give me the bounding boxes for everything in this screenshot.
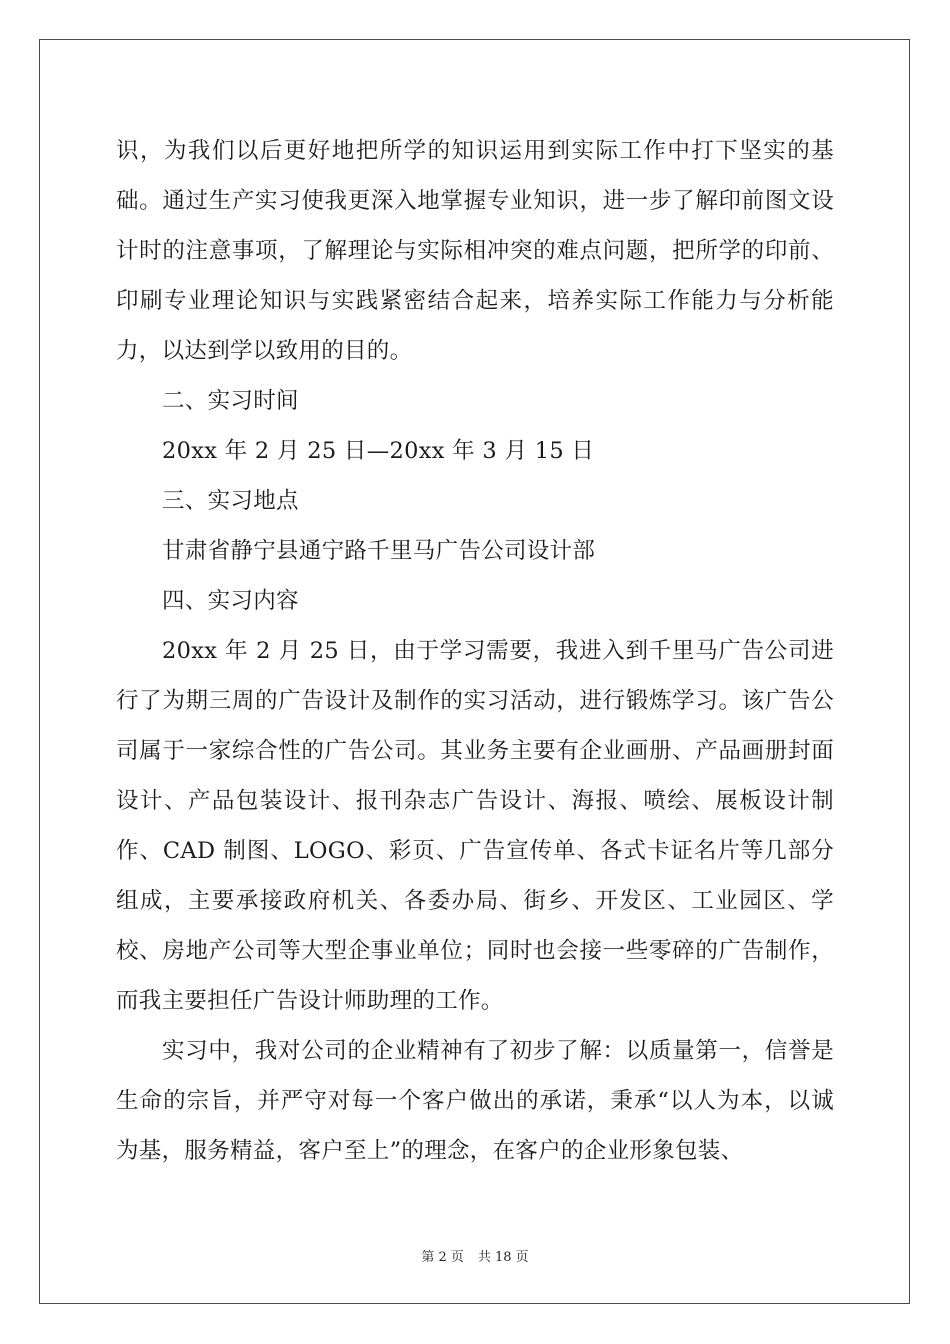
paragraph-1: 识，为我们以后更好地把所学的知识运用到实际工作中打下坚实的基础。通过生产实习使我更深入地掌握专业知识，进一步了解印前图文设计时的注意事项，了解理论与实际相冲突的难点问题，把所学的印前、印刷专业理论知识与实践紧密结合起来，培养实际工作能力与分析能力，以达到学以致用的目的。 [116,138,834,364]
page-footer [0,1246,950,1265]
paragraph-content: 20xx 年 2 月 25 日，由于学习需要，我进入到千里马广告公司进行了为期三周的广告设计及制作的实习活动，进行锻炼学习。该广告公司属于一家综合性的广告公司。其业务主要有企业画册、产品画册封面设计、产品包装设计、报刊杂志广告设计、海报、喷绘、展板设计制作、CAD 制图、LOGO、彩页、广告宣传单、各式卡证名片等几部分组成，主要承接政府机关、各委办局、街乡、开发区、工业园区、学校、房地产公司等大型企事业单位；同时也会接一些零碎的广告制作，而我主要担任广告设计师助理的工作。 [116,638,834,1014]
section-heading-content: 四、实习内容 [162,588,299,614]
page-total: 共 18 页 [477,1250,529,1265]
section-heading-time: 二、实习时间 [162,388,299,414]
document-body [116,126,834,1176]
page-number: 第 2 页 [421,1250,464,1265]
section-heading-location: 三、实习地点 [162,488,299,514]
internship-dates: 20xx 年 2 月 25 日—20xx 年 3 月 15 日 [162,438,595,464]
internship-location: 甘肃省静宁县通宁路千里马广告公司设计部 [162,538,596,564]
paragraph-company-spirit: 实习中，我对公司的企业精神有了初步了解：以质量第一，信誉是生命的宗旨，并严守对每一个客户做出的承诺，秉承“以人为本，以诚为基，服务精益，客户至上”的理念，在客户的企业形象包装、 [116,1038,834,1164]
